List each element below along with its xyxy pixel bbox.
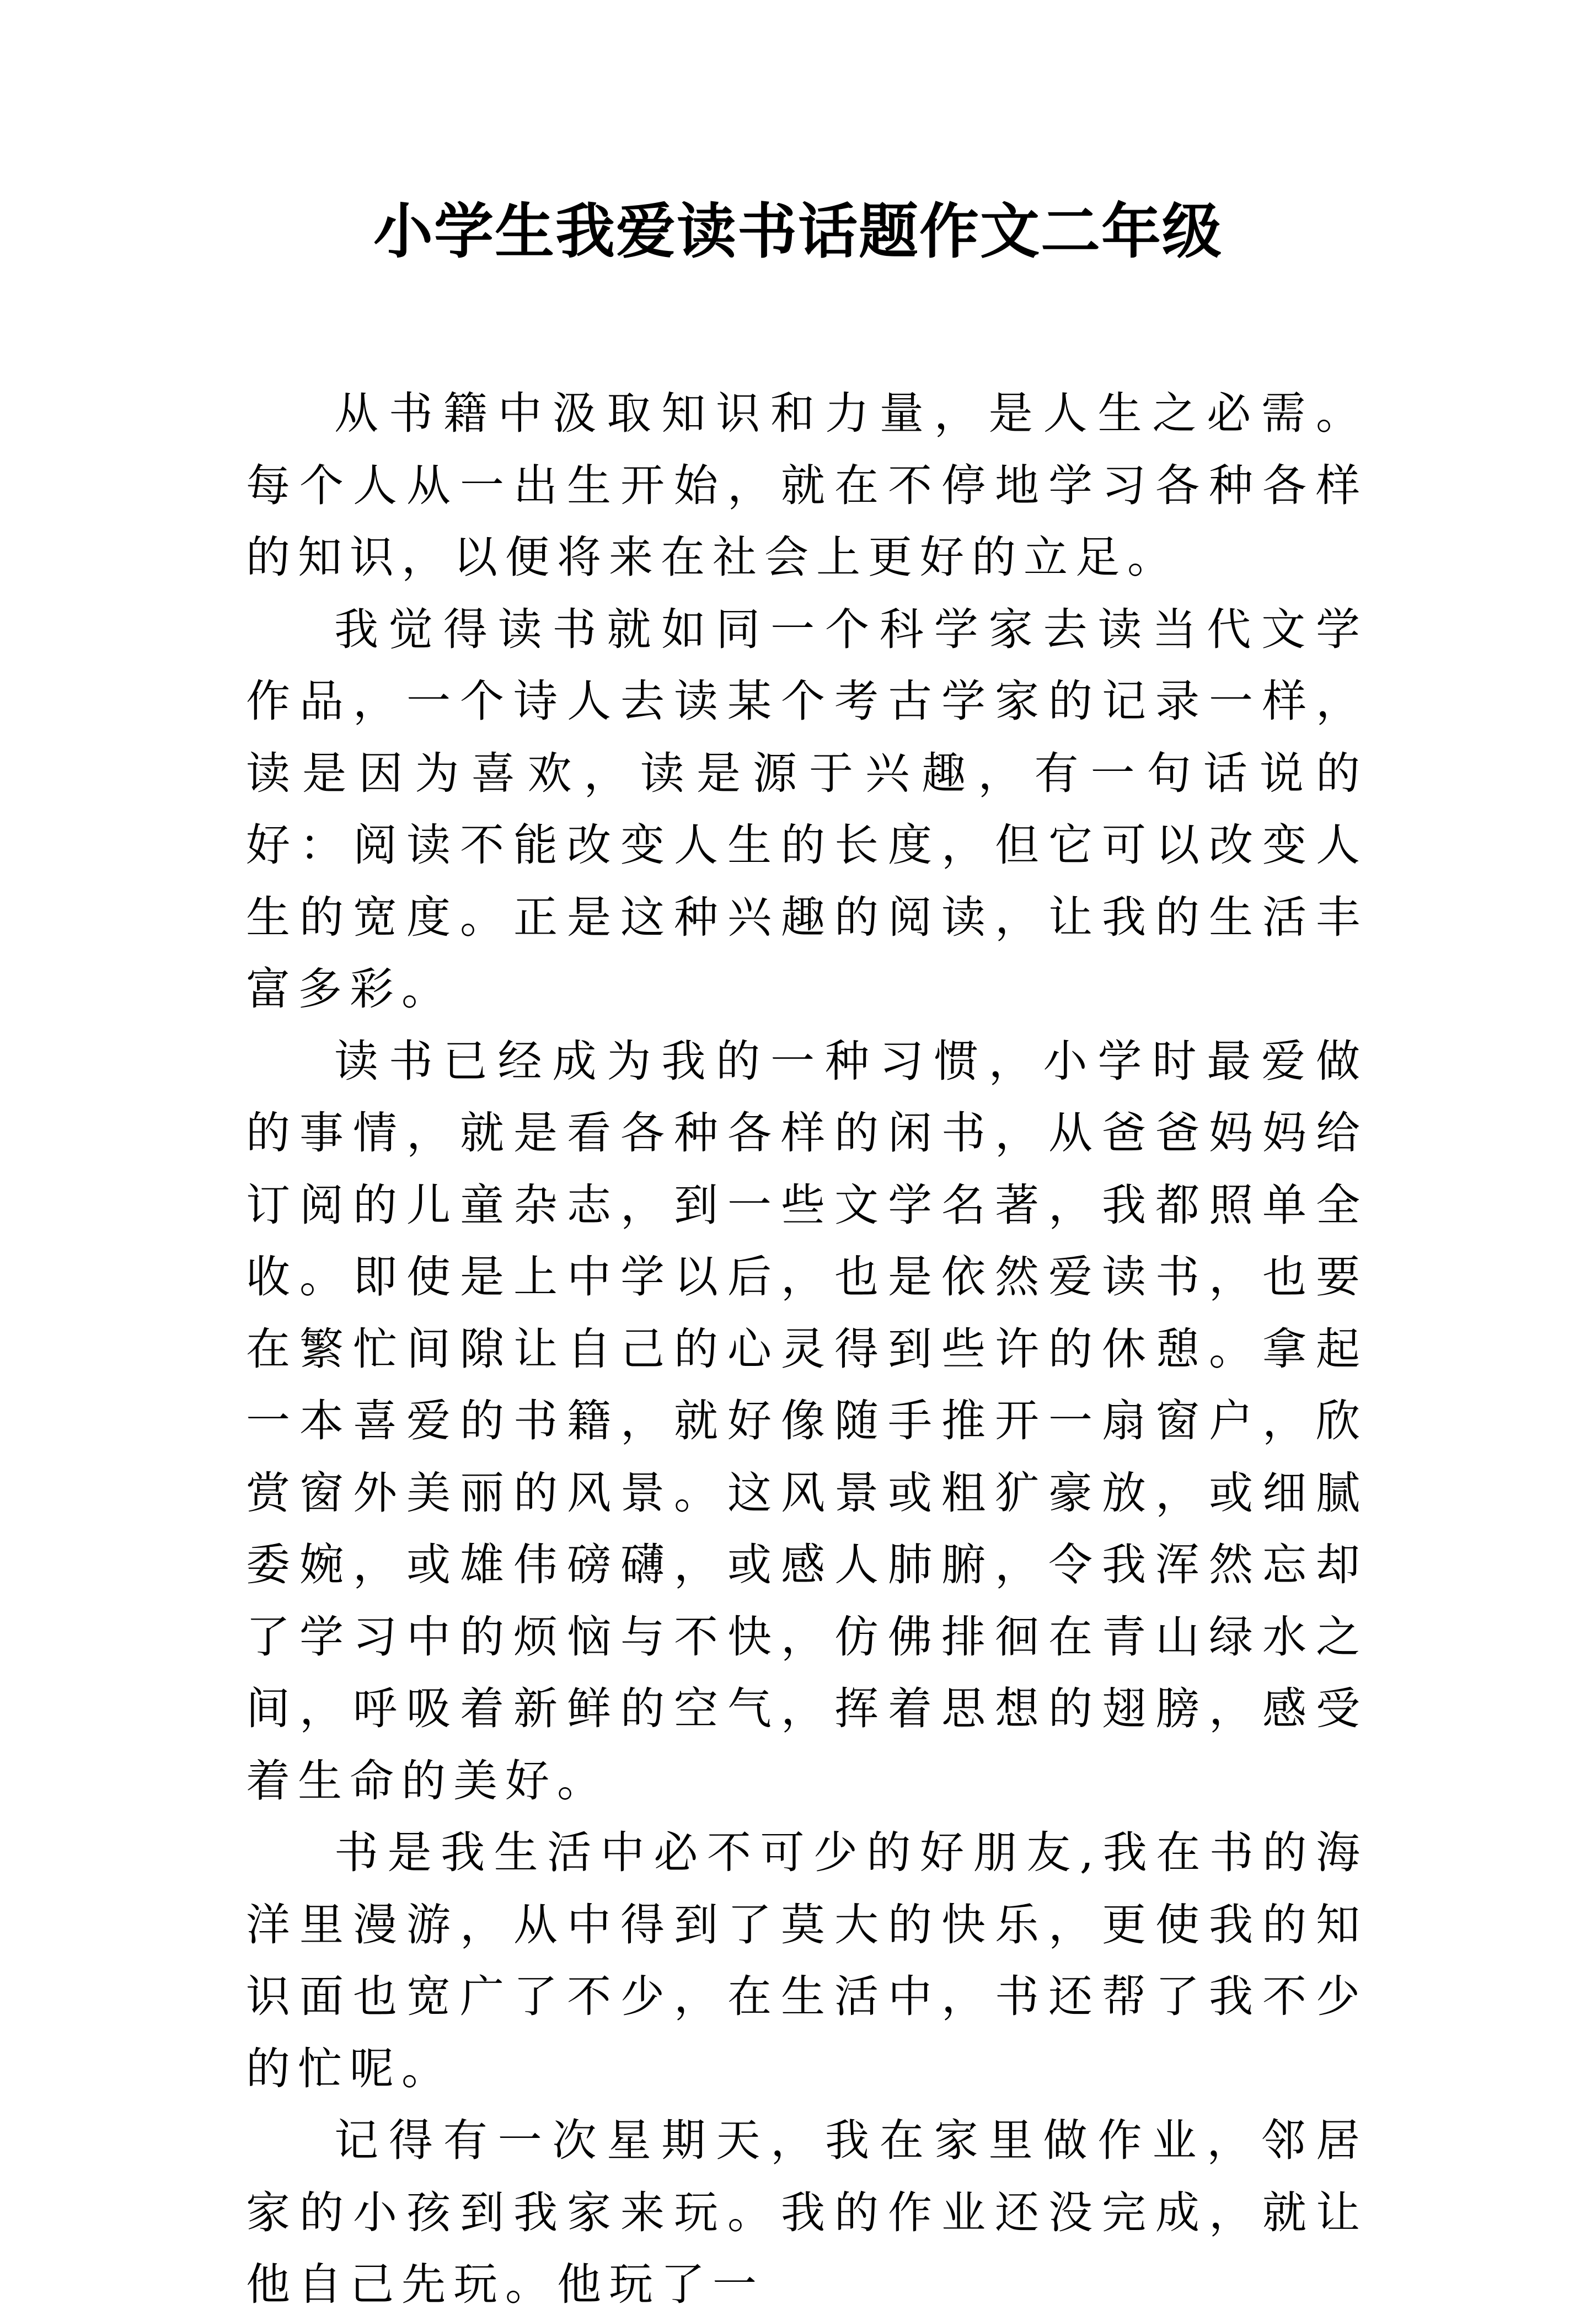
paragraph: 从书籍中汲取知识和力量，是人生之必需。每个人从一出生开始，就在不停地学习各种各样的知识，以便将来在社会上更好的立足。	[246, 388, 1368, 583]
paragraph: 读书已经成为我的一种习惯，小学时最爱做的事情，就是看各种各样的闲书，从爸爸妈妈给订阅的儿童杂志，到一些文学名著，我都照单全收。即使是上中学以后，也是依然爱读书，也要在繁忙间隙让自己的心灵得到些许的休憩。拿起一本喜爱的书籍，就好像随手推开一扇窗户，欣赏窗外美丽的风景。这风景或粗犷豪放，或细腻委婉，或雄伟磅礴，或感人肺腑，令我浑然忘却了学习中的烦恼与不快，仿佛排徊在青山绿水之间，呼吸着新鲜的空气，挥着思想的翅膀，感受着生命的美好。	[246, 1035, 1368, 1807]
document-title: 小学生我爱读书话题作文二年级	[373, 197, 1223, 266]
document-body	[246, 378, 1368, 2321]
paragraph: 我觉得读书就如同一个科学家去读当代文学作品，一个诗人去读某个考古学家的记录一样，读是因为喜欢，读是源于兴趣，有一句话说的好：阅读不能改变人生的长度，但它可以改变人生的宽度。正是这种兴趣的阅读，让我的生活丰富多彩。	[246, 603, 1368, 1015]
paragraph: 书是我生活中必不可少的好朋友,我在书的海洋里漫游，从中得到了莫大的快乐，更使我的知识面也宽广了不少，在生活中，书还帮了我不少的忙呢。	[246, 1827, 1368, 2094]
paragraph: 记得有一次星期天，我在家里做作业，邻居家的小孩到我家来玩。我的作业还没完成，就让他自己先玩。他玩了一	[246, 2115, 1368, 2310]
